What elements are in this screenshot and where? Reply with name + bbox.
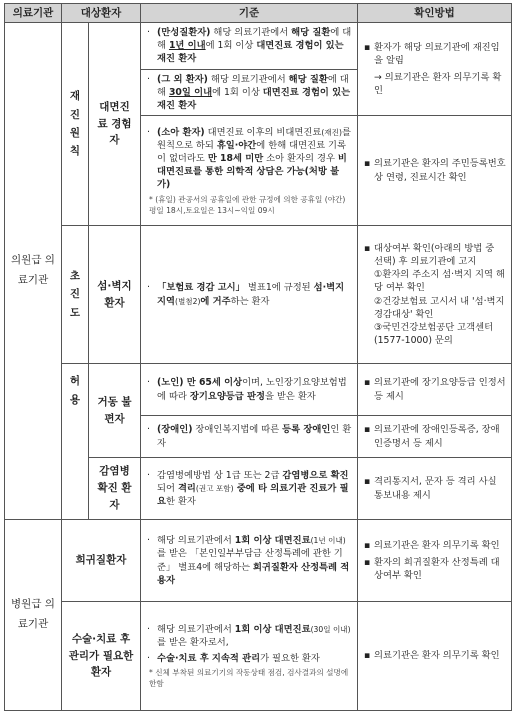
mobility-label: 거동 불편자: [97, 395, 132, 425]
table-row: [5, 226, 512, 364]
criteria-rare: · 해당 의료기관에서 1회 이상 대면진료(1년 이내)를 받은 「본인일부부담금 산정특례에 관한 기준」 별표4에 해당하는 희귀질환자 산정특례 적용자: [141, 520, 358, 602]
infectious-label: 감염병 확진 환자: [97, 465, 132, 512]
criteria-elderly: · (노인) 만 65세 이상이며, 노인장기요양보험법에 따라 장기요양등급 판정을 받은 환자: [141, 364, 358, 416]
clinic-label-cell: [5, 23, 62, 520]
infectious-label-cell: [89, 458, 141, 520]
hospital-label: 병원급 의료기관: [11, 598, 55, 631]
child-note: * (휴일) 관공서의 공휴일에 관한 규정에 의한 공휴일 (야간) 평일 18시,토요일은 13시~익일 09시: [149, 194, 346, 215]
criteria-child: · (소아 환자) 대면진료 이후의 비대면진료(재진)를 원칙으로 하되 휴일·야간에 한해 대면진료 기록이 없더라도 만 18세 미만 소아 환자의 경우 비대면진료를 통한 의학적 상담은 가능(처방 불가) * (휴일) 관공서의 공휴일에 관한 규정에 의한 공휴일 (야간) 평일 18시,토요일은 13시~익일 09시: [141, 116, 358, 226]
allowed-group-label: 허용: [69, 375, 81, 406]
surgery-label: 수술·치료 후 관리가 필요한 환자: [68, 632, 134, 679]
verify-island-item: ①환자의 주소지 섬·벽지 지역 해당 여부 확인: [374, 269, 505, 294]
reconsult-group-cell: [62, 23, 89, 226]
criteria-disabled: · (장애인) 장애인복지법에 따른 등록 장애인인 환자: [141, 416, 358, 458]
verify-surgery-text: 의료기관은 환자 의무기록 확인: [374, 650, 500, 662]
rare-label: 희귀질환자: [75, 554, 127, 567]
header-target-patient: 대상환자: [62, 4, 141, 23]
surgery-label-cell: [62, 602, 141, 711]
criteria-island: · 「보험료 경감 고시」 별표1에 규정된 섬·벽지 지역(별첨2)에 거주하는 환자: [141, 226, 358, 364]
verify-disabled-text: 의료기관에 장애인등록증, 장애인증명서 등 제시: [374, 424, 500, 449]
verify-rare-text: 의료기관은 환자 의무기록 확인: [374, 540, 500, 552]
verify-elderly-text: 의료기관에 장기요양등급 인정서 등 제시: [374, 377, 506, 402]
verify-reconsult-sub: → 의료기관은 환자 의무기록 확인: [374, 71, 502, 96]
verify-rare-text: 환자의 희귀질환자 산정특례 대상여부 확인: [374, 556, 500, 581]
criteria-other: · (그 외 환자) 해당 의료기관에서 해당 질환에 대해 30일 이내에 1회 이상 대면진료 경험이 있는 재진 환자: [141, 69, 358, 116]
subgroup-face-label: 대면진료 경험자: [97, 100, 132, 147]
verify-infectious: ▪ 격리통지서, 문자 등 격리 사실 통보내용 제시: [358, 458, 512, 520]
verify-child: ▪ 의료기관은 환자의 주민등록번호 상 연령, 진료시간 확인: [358, 116, 512, 226]
mobility-label-cell: [89, 364, 141, 458]
header-institution: 의료기관: [5, 4, 62, 23]
table-row: [5, 520, 512, 602]
first-group-label: 초진도: [69, 270, 81, 319]
island-label: 섬·벽지 환자: [97, 279, 132, 309]
hospital-label-cell: [5, 520, 62, 711]
verify-reconsult: ▪ 환자가 해당 의료기관에 재진임을 알림 → 의료기관은 환자 의무기록 확인: [358, 23, 512, 116]
verify-disabled: ▪ 의료기관에 장애인등록증, 장애인증명서 등 제시: [358, 416, 512, 458]
header-verification: 확인방법: [358, 4, 512, 23]
verify-island-intro: 대상여부 확인(아래의 방법 중 선택) 후 의료기관에 고지: [374, 242, 495, 268]
bullet-dot: ·: [147, 27, 150, 38]
criteria-infectious: · 감염병예방법 상 1급 또는 2급 감염병으로 확진되어 격리(권고 포함) 중에 타 의료기관 진료가 필요한 환자: [141, 458, 358, 520]
verify-elderly: ▪ 의료기관에 장기요양등급 인정서 등 제시: [358, 364, 512, 416]
header-row: [5, 4, 512, 23]
verify-surgery: ▪ 의료기관은 환자 의무기록 확인: [358, 602, 512, 711]
subgroup-face-cell: [89, 23, 141, 226]
verify-rare: ▪ 의료기관은 환자 의무기록 확인 ▪ 환자의 희귀질환자 산정특례 대상여부 확인: [358, 520, 512, 602]
criteria-chronic: · (만성질환자) 해당 의료기관에서 해당 질환에 대해 1년 이내에 1회 이상 대면진료 경험이 있는 재진 환자: [141, 23, 358, 70]
verify-child-text: 의료기관은 환자의 주민등록번호 상 연령, 진료시간 확인: [374, 158, 506, 183]
verify-infectious-text: 격리통지서, 문자 등 격리 사실 통보내용 제시: [374, 476, 497, 501]
verify-island-item: ②건강보험료 고시서 내 '섬·벽지 경감대상' 확인: [374, 295, 505, 320]
verify-island: ▪ 대상여부 확인(아래의 방법 중 선택) 후 의료기관에 고지 ①환자의 주소지 섬·벽지 지역 해당 여부 확인 ②건강보험료 고시서 내 '섬·벽지 경감대상' 확인 ③국민건강보험공단 고객센터 (1577-1000) 문의: [358, 226, 512, 364]
verify-island-item: ③국민건강보험공단 고객센터 (1577-1000) 문의: [374, 322, 494, 347]
table-row: [5, 602, 512, 711]
header-criteria: 기준: [141, 4, 358, 23]
clinic-label: 의원급 의료기관: [11, 254, 55, 287]
island-label-cell: [89, 226, 141, 364]
surgery-note: * 신체 부착된 의료기기의 작동상태 점검, 검사결과의 설명에 한함: [149, 668, 349, 689]
telemedicine-criteria-table: [4, 3, 512, 711]
rare-label-cell: [62, 520, 141, 602]
reconsult-group-label: 재진원칙: [69, 90, 81, 158]
table-row: [5, 23, 512, 70]
verify-reconsult-text: 환자가 해당 의료기관에 재진임을 알림: [374, 42, 500, 67]
criteria-surgery: · 해당 의료기관에서 1회 이상 대면진료(30일 이내)를 받은 환자로서, · 수술·치료 후 지속적 관리가 필요한 환자 * 신체 부착된 의료기기의 작동상태 점검, 검사결과의 설명에 한함: [141, 602, 358, 711]
first-group-cell: [62, 226, 89, 520]
